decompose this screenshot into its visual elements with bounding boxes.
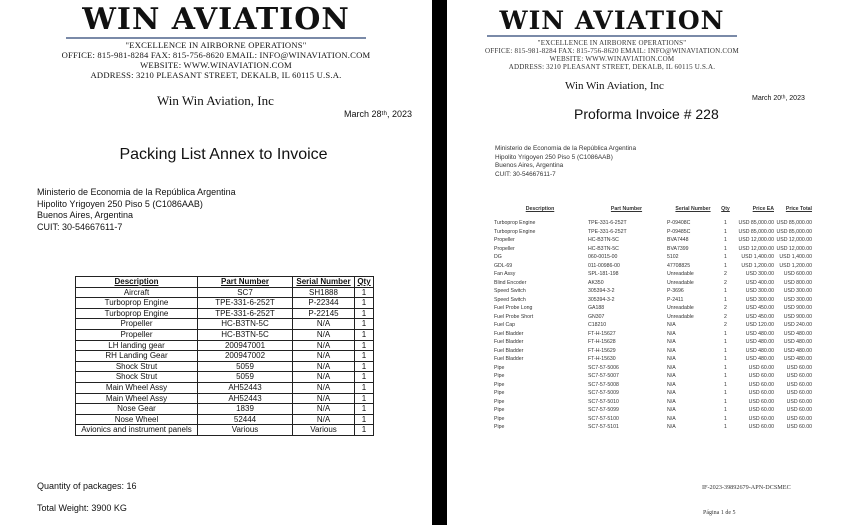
- cell-description: Turboprop Engine: [76, 298, 198, 309]
- cell-qty: 1: [724, 330, 727, 337]
- cell-description: Fuel Bladder: [494, 339, 524, 345]
- cell-price-each: USD 120.00: [745, 322, 774, 328]
- tagline: "EXCELLENCE IN AIRBORNE OPERATIONS": [125, 40, 307, 50]
- cell-price-total: USD 85,000.00: [776, 228, 812, 235]
- cell-qty: 1: [355, 361, 374, 372]
- table-row: [493, 313, 813, 322]
- cell-serial-number: SH1888: [293, 287, 355, 298]
- cell-serial-number: N/A: [667, 330, 676, 337]
- cell-description: Propeller: [76, 329, 198, 340]
- cell-part-number: FT-H-15628: [588, 339, 616, 345]
- table-row: [493, 347, 813, 356]
- cell-price-each: USD 60.00: [748, 381, 774, 388]
- cell-serial-number: Unreadable: [667, 313, 694, 320]
- cell-qty: 1: [724, 381, 727, 388]
- cell-part-number: SPL-181-198: [588, 271, 619, 277]
- cell-qty: 1: [355, 329, 374, 340]
- address-line-1: Ministerio de Economia de la República Argentina: [495, 145, 637, 152]
- cell-serial-number: N/A: [293, 414, 355, 425]
- table-row: [493, 287, 813, 296]
- cell-serial-number: Various: [293, 425, 355, 436]
- table-row: [76, 404, 374, 415]
- cell-price-total: USD 60.00: [786, 364, 812, 371]
- table-row: [76, 351, 374, 362]
- cell-serial-number: P-22145: [293, 308, 355, 319]
- column-header-serial-number: Serial Number: [675, 206, 711, 212]
- column-header-part-number: Part Number: [198, 277, 293, 288]
- cell-serial-number: Unreadable: [667, 279, 694, 286]
- cell-description: Turboprop Engine: [494, 220, 536, 226]
- cell-price-each: USD 450.00: [745, 313, 774, 320]
- table-row: [76, 393, 374, 404]
- address-line-2: Hipolito Yrigoyen 250 Piso 5 (C1086AAB): [495, 153, 613, 161]
- cell-serial-number: BVA7448: [667, 237, 689, 243]
- table-row: [76, 382, 374, 393]
- column-header-price-total: Price Total: [785, 206, 812, 212]
- cell-description: Speed Switch: [494, 288, 526, 294]
- column-header-description: Description: [525, 206, 555, 212]
- address-line-2: Hipolito Yrigoyen 250 Piso 5 (C1086AAB): [37, 198, 203, 209]
- cell-part-number: SC7-57-5010: [588, 398, 619, 405]
- cell-price-each: USD 450.00: [745, 305, 774, 311]
- table-row: [76, 308, 374, 319]
- cell-price-each: USD 300.00: [745, 296, 774, 303]
- cell-serial-number: N/A: [293, 393, 355, 404]
- cell-part-number: FT-H-15627: [588, 330, 616, 337]
- cell-price-total: USD 300.00: [783, 296, 812, 303]
- table-row: [76, 372, 374, 383]
- cell-part-number: TPE-331-6-252T: [588, 228, 627, 235]
- invoice-table: [493, 205, 813, 432]
- cell-price-each: USD 480.00: [745, 339, 774, 345]
- company-name: Win Win Aviation, Inc: [565, 80, 664, 92]
- cell-qty: 2: [724, 305, 727, 311]
- cell-part-number: HC-B3TN-5C: [588, 237, 619, 243]
- cell-description: Blind Encoder: [494, 279, 527, 286]
- cell-serial-number: P-3696: [667, 288, 684, 294]
- table-row: [493, 304, 813, 313]
- cell-price-total: USD 1,200.00: [779, 262, 812, 269]
- cell-price-each: USD 480.00: [745, 330, 774, 337]
- cell-part-number: SC7: [198, 287, 293, 298]
- cell-qty: 1: [724, 398, 727, 405]
- table-row: [76, 329, 374, 340]
- cell-price-total: USD 60.00: [786, 407, 812, 413]
- cell-serial-number: Unreadable: [667, 305, 694, 311]
- document-title: Packing List Annex to Invoice: [119, 146, 328, 163]
- contact-line: OFFICE: 815-981-8284 FAX: 815-756-8620 EMAIL: INFO@WINAVIATION.COM: [61, 49, 371, 60]
- table-header: [76, 277, 374, 288]
- cell-part-number: HC-B3TN-5C: [588, 245, 619, 252]
- package-quantity: Quantity of packages: 16: [37, 481, 137, 491]
- cell-qty: 1: [355, 372, 374, 383]
- cell-price-each: USD 60.00: [748, 390, 774, 396]
- brand-logo: WIN AVIATION: [82, 2, 350, 37]
- cell-description: Propeller: [494, 237, 515, 243]
- cell-qty: 1: [724, 364, 727, 371]
- cell-part-number: GA188: [588, 305, 605, 311]
- cell-description: Avionics and instrument panels: [76, 425, 198, 436]
- cell-part-number: FT-H-15630: [588, 356, 616, 362]
- column-header-serial-number: Serial Number: [293, 277, 355, 288]
- cell-part-number: TPE-331-6-252T: [198, 308, 293, 319]
- address-line: ADDRESS: 3210 PLEASANT STREET, DEKALB, IL 60115 U.S.A.: [90, 69, 342, 80]
- cell-description: Pipe: [494, 381, 505, 388]
- cell-part-number: 1839: [198, 404, 293, 415]
- table-row: [493, 406, 813, 415]
- cell-serial-number: N/A: [293, 340, 355, 351]
- cell-price-each: USD 480.00: [745, 347, 774, 354]
- table-row: [493, 389, 813, 398]
- brand-divider: [66, 37, 366, 39]
- cell-price-each: USD 60.00: [748, 407, 774, 413]
- cell-serial-number: N/A: [667, 424, 676, 430]
- cell-description: Fuel Bladder: [494, 330, 524, 337]
- recipient-address: [37, 187, 236, 233]
- cell-serial-number: BVA7399: [667, 245, 689, 252]
- cell-price-each: USD 12,000.00: [738, 237, 774, 243]
- cell-part-number: SC7-57-5009: [588, 390, 619, 396]
- cell-part-number: 060-0015-00: [588, 254, 618, 260]
- cell-serial-number: N/A: [667, 339, 676, 345]
- cell-qty: 2: [724, 279, 727, 286]
- cell-qty: 1: [724, 407, 727, 413]
- document-title: Proforma Invoice # 228: [574, 106, 719, 122]
- company-name: Win Win Aviation, Inc: [157, 93, 274, 108]
- table-row: [493, 279, 813, 288]
- table-row: [76, 361, 374, 372]
- cell-part-number: 200947002: [198, 351, 293, 362]
- table-row: [76, 414, 374, 425]
- cell-serial-number: Unreadable: [667, 271, 694, 277]
- cell-qty: 1: [724, 288, 727, 294]
- cell-price-each: USD 480.00: [745, 356, 774, 362]
- cell-description: DG: [494, 254, 502, 260]
- cell-qty: 1: [355, 308, 374, 319]
- cell-part-number: SC7-57-5099: [588, 407, 619, 413]
- cell-qty: 1: [355, 425, 374, 436]
- cell-price-each: USD 1,400.00: [741, 254, 774, 260]
- cell-serial-number: N/A: [667, 381, 676, 388]
- cell-part-number: AH52443: [198, 382, 293, 393]
- cell-serial-number: N/A: [293, 329, 355, 340]
- cell-part-number: 305394-3-2: [588, 296, 615, 303]
- cell-description: Pipe: [494, 407, 505, 413]
- cell-price-total: USD 60.00: [786, 415, 812, 422]
- cell-description: LH landing gear: [76, 340, 198, 351]
- cell-qty: 1: [355, 287, 374, 298]
- cell-description: Pipe: [494, 424, 505, 430]
- table-row: [493, 330, 813, 339]
- cell-qty: 1: [724, 415, 727, 422]
- cell-qty: 1: [724, 424, 727, 430]
- cell-serial-number: P-2411: [667, 296, 684, 303]
- cell-part-number: Various: [198, 425, 293, 436]
- cell-qty: 1: [724, 262, 727, 269]
- cell-part-number: AK350: [588, 279, 604, 286]
- cell-serial-number: 47708825: [667, 262, 691, 269]
- document-date: March 28ᵗʰ, 2023: [344, 109, 412, 119]
- cell-price-each: USD 1,200.00: [741, 262, 774, 269]
- column-header-qty: Qty: [721, 206, 730, 212]
- address-line: ADDRESS: 3210 PLEASANT STREET, DEKALB, IL 60115 U.S.A.: [508, 63, 716, 72]
- cell-part-number: 5059: [198, 372, 293, 383]
- table-row: [493, 296, 813, 305]
- table-row: [493, 338, 813, 347]
- tagline: "EXCELLENCE IN AIRBORNE OPERATIONS": [537, 39, 687, 47]
- cell-qty: 2: [724, 271, 727, 277]
- cell-serial-number: N/A: [667, 356, 676, 362]
- cell-description: Fuel Bladder: [494, 356, 524, 362]
- cell-part-number: 305394-3-2: [588, 288, 615, 294]
- cell-price-total: USD 60.00: [786, 398, 812, 405]
- cell-serial-number: N/A: [667, 373, 676, 379]
- cell-description: Pipe: [494, 364, 505, 371]
- cell-qty: 1: [724, 373, 727, 379]
- cell-part-number: 011-00986-00: [588, 262, 620, 269]
- table-row: [493, 381, 813, 390]
- cell-part-number: TPE-331-6-252T: [198, 298, 293, 309]
- cell-description: Turboprop Engine: [494, 228, 536, 235]
- table-row: [493, 415, 813, 424]
- cell-part-number: SC7-57-5100: [588, 415, 619, 422]
- cell-price-total: USD 240.00: [783, 322, 812, 328]
- cell-serial-number: N/A: [667, 347, 676, 354]
- table-row: [493, 398, 813, 407]
- cell-qty: 1: [724, 339, 727, 345]
- cell-qty: 1: [355, 351, 374, 362]
- cell-price-total: USD 85,000.00: [776, 220, 812, 226]
- cell-price-each: USD 300.00: [745, 288, 774, 294]
- cell-description: Main Wheel Assy: [76, 382, 198, 393]
- cell-part-number: GN307: [588, 313, 605, 320]
- cell-qty: 1: [355, 298, 374, 309]
- table-row: [493, 219, 813, 228]
- cell-price-each: USD 85,000.00: [738, 220, 774, 226]
- cell-description: Nose Wheel: [76, 414, 198, 425]
- table-row: [493, 364, 813, 373]
- cell-price-total: USD 12,000.00: [776, 245, 812, 252]
- cell-part-number: SC7-57-5008: [588, 381, 619, 388]
- cell-qty: 2: [724, 322, 727, 328]
- cell-price-each: USD 300.00: [745, 271, 774, 277]
- cell-price-total: USD 480.00: [783, 339, 812, 345]
- cell-description: Fuel Probe Short: [494, 313, 534, 320]
- cell-price-total: USD 480.00: [783, 330, 812, 337]
- table-body: [493, 219, 813, 432]
- table-row: [493, 423, 813, 432]
- cell-serial-number: N/A: [667, 364, 676, 371]
- cell-qty: 1: [724, 254, 727, 260]
- document-date: March 20ᵗʰ, 2023: [752, 95, 805, 102]
- recipient-address: [495, 145, 636, 180]
- table-row: [76, 319, 374, 330]
- cell-description: Fuel Probe Long: [494, 305, 533, 311]
- cell-description: Fuel Cap: [494, 322, 516, 328]
- cell-price-total: USD 60.00: [786, 381, 812, 388]
- cell-description: Speed Switch: [494, 296, 526, 303]
- table-row: [493, 372, 813, 381]
- table-row: [493, 321, 813, 330]
- cell-part-number: TPE-331-6-252T: [588, 220, 627, 226]
- column-header-qty: Qty: [355, 277, 374, 288]
- table-row: [76, 298, 374, 309]
- cell-price-total: USD 300.00: [783, 288, 812, 294]
- address-line-1: Ministerio de Economia de la República Argentina: [37, 187, 236, 197]
- cell-qty: 1: [724, 237, 727, 243]
- table-row: [493, 355, 813, 364]
- cell-price-total: USD 1,400.00: [779, 254, 812, 260]
- cell-price-each: USD 60.00: [748, 424, 774, 430]
- cell-serial-number: N/A: [293, 372, 355, 383]
- cell-price-each: USD 60.00: [748, 415, 774, 422]
- cell-qty: 1: [724, 245, 727, 252]
- table-row: [493, 262, 813, 271]
- cell-description: Shock Strut: [76, 372, 198, 383]
- cell-serial-number: 5102: [667, 254, 679, 260]
- table-row: [493, 236, 813, 245]
- cell-description: Main Wheel Assy: [76, 393, 198, 404]
- cell-qty: 1: [724, 296, 727, 303]
- cell-description: Shock Strut: [76, 361, 198, 372]
- cell-price-each: USD 85,000.00: [738, 228, 774, 235]
- cell-serial-number: N/A: [293, 404, 355, 415]
- column-header-price-each: Price EA: [752, 206, 774, 212]
- cell-part-number: SC7-57-5006: [588, 364, 619, 371]
- letterhead: [447, 8, 777, 71]
- cell-serial-number: N/A: [667, 407, 676, 413]
- total-weight: Total Weight: 3900 KG: [37, 503, 127, 513]
- cell-part-number: HC-B3TN-5C: [198, 329, 293, 340]
- cell-price-total: USD 12,000.00: [776, 237, 812, 243]
- website-line: WEBSITE: WWW.WINAVIATION.COM: [140, 59, 292, 70]
- cell-serial-number: N/A: [293, 382, 355, 393]
- proforma-invoice-page: [447, 0, 853, 525]
- cell-description: Aircraft: [76, 287, 198, 298]
- cell-price-each: USD 60.00: [748, 364, 774, 371]
- cell-description: Pipe: [494, 390, 505, 396]
- brand-divider: [487, 35, 737, 37]
- cell-price-total: USD 900.00: [783, 305, 812, 311]
- cell-price-each: USD 60.00: [748, 373, 774, 379]
- cell-price-total: USD 60.00: [786, 390, 812, 396]
- letterhead: [0, 2, 432, 81]
- cell-description: Pipe: [494, 415, 505, 422]
- cell-serial-number: P-22344: [293, 298, 355, 309]
- cell-part-number: SC7-57-5101: [588, 424, 619, 430]
- cell-description: GDL-69: [494, 262, 513, 269]
- cell-serial-number: N/A: [667, 322, 676, 328]
- cell-qty: 1: [355, 393, 374, 404]
- cell-serial-number: P-09485C: [667, 228, 691, 235]
- cell-part-number: 5059: [198, 361, 293, 372]
- cell-part-number: AH52443: [198, 393, 293, 404]
- cell-price-total: USD 60.00: [786, 373, 812, 379]
- address-line-4: CUIT: 30-54667611-7: [495, 171, 556, 179]
- cell-price-each: USD 60.00: [748, 398, 774, 405]
- packing-list-table: [75, 276, 374, 436]
- website-line: WEBSITE: WWW.WINAVIATION.COM: [549, 55, 675, 64]
- cell-part-number: 200947001: [198, 340, 293, 351]
- cell-serial-number: P-09408C: [667, 220, 691, 226]
- cell-qty: 2: [724, 313, 727, 320]
- cell-description: RH Landing Gear: [76, 351, 198, 362]
- cell-qty: 1: [355, 340, 374, 351]
- table-body: [76, 287, 374, 435]
- cell-qty: 1: [724, 347, 727, 354]
- table-row: [493, 228, 813, 237]
- cell-qty: 1: [724, 390, 727, 396]
- cell-description: Nose Gear: [76, 404, 198, 415]
- document-reference: IF-2023-39892679-APN-DCSMEC: [702, 484, 791, 491]
- cell-price-total: USD 60.00: [786, 424, 812, 430]
- cell-description: Pipe: [494, 373, 505, 379]
- page-number: Página 1 de 5: [703, 510, 736, 516]
- table-row: [493, 253, 813, 262]
- cell-description: Fuel Bladder: [494, 347, 524, 354]
- table-header: [493, 205, 813, 219]
- column-header-description: Description: [76, 277, 198, 288]
- table-row: [493, 270, 813, 279]
- address-line-4: CUIT: 30-54667611-7: [37, 221, 123, 232]
- cell-price-total: USD 800.00: [783, 279, 812, 286]
- cell-qty: 1: [724, 228, 727, 235]
- column-header-part-number: Part Number: [610, 206, 643, 212]
- cell-description: Propeller: [494, 245, 515, 252]
- cell-qty: 1: [355, 404, 374, 415]
- cell-part-number: FT-H-15629: [588, 347, 616, 354]
- brand-logo: WIN AVIATION: [499, 6, 725, 35]
- cell-qty: 1: [355, 319, 374, 330]
- cell-price-total: USD 480.00: [783, 347, 812, 354]
- cell-qty: 1: [355, 382, 374, 393]
- cell-serial-number: N/A: [667, 390, 676, 396]
- cell-price-each: USD 400.00: [745, 279, 774, 286]
- table-row: [493, 245, 813, 254]
- cell-qty: 1: [355, 414, 374, 425]
- cell-serial-number: N/A: [667, 398, 676, 405]
- cell-part-number: SC7-57-5007: [588, 373, 619, 379]
- table-row: [76, 425, 374, 436]
- cell-part-number: HC-B3TN-5C: [198, 319, 293, 330]
- cell-price-total: USD 900.00: [783, 313, 812, 320]
- cell-price-total: USD 480.00: [783, 356, 812, 362]
- cell-description: Fan Assy: [494, 271, 516, 277]
- cell-serial-number: N/A: [293, 351, 355, 362]
- contact-line: OFFICE: 815-981-8284 FAX: 815-756-8620 EMAIL: INFO@WINAVIATION.COM: [485, 47, 739, 56]
- address-line-3: Buenos Aires, Argentina: [495, 162, 564, 170]
- cell-serial-number: N/A: [293, 319, 355, 330]
- cell-qty: 1: [724, 220, 727, 226]
- cell-description: Turboprop Engine: [76, 308, 198, 319]
- address-line-3: Buenos Aires, Argentina: [37, 210, 134, 220]
- cell-price-total: USD 600.00: [783, 271, 812, 277]
- cell-price-each: USD 12,000.00: [738, 245, 774, 252]
- cell-description: Pipe: [494, 398, 505, 405]
- cell-description: Propeller: [76, 319, 198, 330]
- table-row: [76, 340, 374, 351]
- cell-serial-number: N/A: [667, 415, 676, 422]
- cell-qty: 1: [724, 356, 727, 362]
- cell-part-number: 52444: [198, 414, 293, 425]
- table-row: [76, 287, 374, 298]
- cell-serial-number: N/A: [293, 361, 355, 372]
- cell-part-number: C18210: [588, 322, 607, 328]
